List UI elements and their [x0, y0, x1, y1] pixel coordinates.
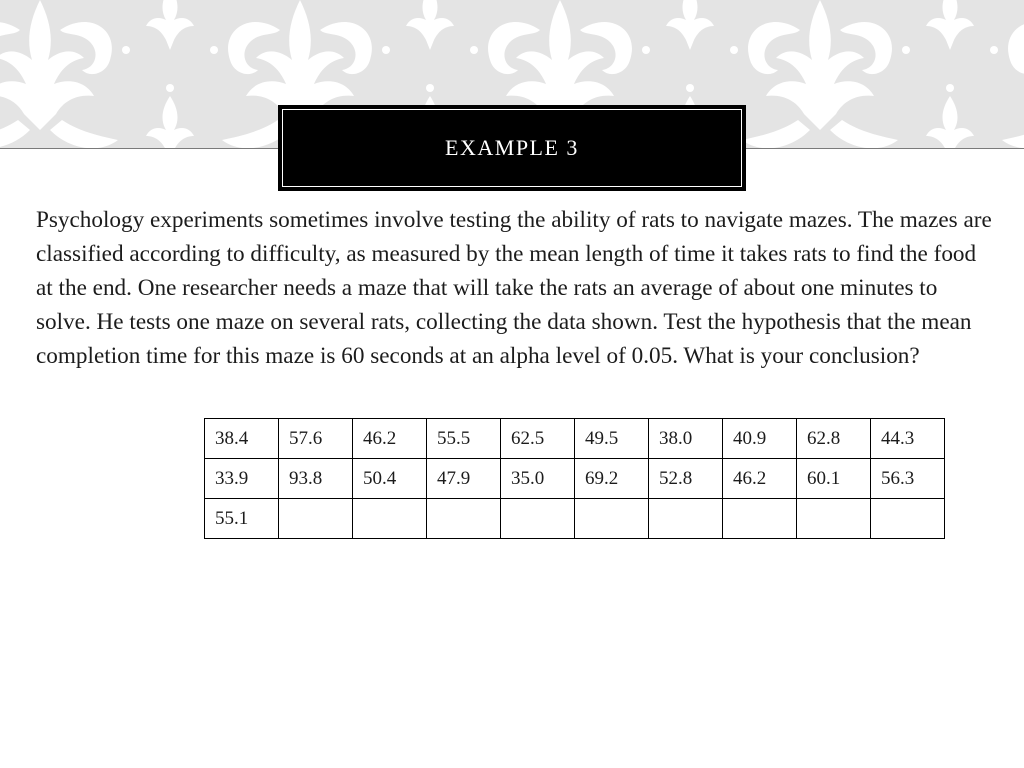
- table-cell: 47.9: [427, 459, 501, 499]
- table-cell: 44.3: [871, 419, 945, 459]
- table-cell: [575, 499, 649, 539]
- table-cell: 55.5: [427, 419, 501, 459]
- table-cell: 62.8: [797, 419, 871, 459]
- table-cell: 50.4: [353, 459, 427, 499]
- table-cell: 55.1: [205, 499, 279, 539]
- table-cell: [871, 499, 945, 539]
- table-cell: 35.0: [501, 459, 575, 499]
- table-cell: 46.2: [723, 459, 797, 499]
- table-cell: 62.5: [501, 419, 575, 459]
- table-cell: [427, 499, 501, 539]
- table-cell: [723, 499, 797, 539]
- table-cell: [797, 499, 871, 539]
- table-cell: [501, 499, 575, 539]
- table-cell: 40.9: [723, 419, 797, 459]
- slide-title: EXAMPLE 3: [445, 135, 579, 160]
- table-cell: 93.8: [279, 459, 353, 499]
- table-cell: 38.0: [649, 419, 723, 459]
- data-table: [204, 418, 945, 539]
- table-cell: [353, 499, 427, 539]
- problem-paragraph: Psychology experiments sometimes involve testing the ability of rats to navigate mazes. The mazes are classified according to difficulty, as measured by the mean length of time it takes rats to find the food at the end. One researcher needs a maze that will take the rats an average of about one minutes to solve. He tests one maze on several rats, collecting the data shown. Test the hypothesis that the mean completion time for this maze is 60 seconds at an alpha level of 0.05. What is your conclusion?: [36, 207, 992, 369]
- table-cell: 46.2: [353, 419, 427, 459]
- table-cell: 49.5: [575, 419, 649, 459]
- table-cell: 69.2: [575, 459, 649, 499]
- title-box: [278, 105, 746, 191]
- table-cell: [279, 499, 353, 539]
- table-row: [205, 419, 945, 459]
- table-cell: 38.4: [205, 419, 279, 459]
- table-cell: 56.3: [871, 459, 945, 499]
- table-row: [205, 459, 945, 499]
- table-cell: 52.8: [649, 459, 723, 499]
- table-cell: 57.6: [279, 419, 353, 459]
- table-cell: [649, 499, 723, 539]
- table-row: [205, 499, 945, 539]
- table-cell: 60.1: [797, 459, 871, 499]
- table-cell: 33.9: [205, 459, 279, 499]
